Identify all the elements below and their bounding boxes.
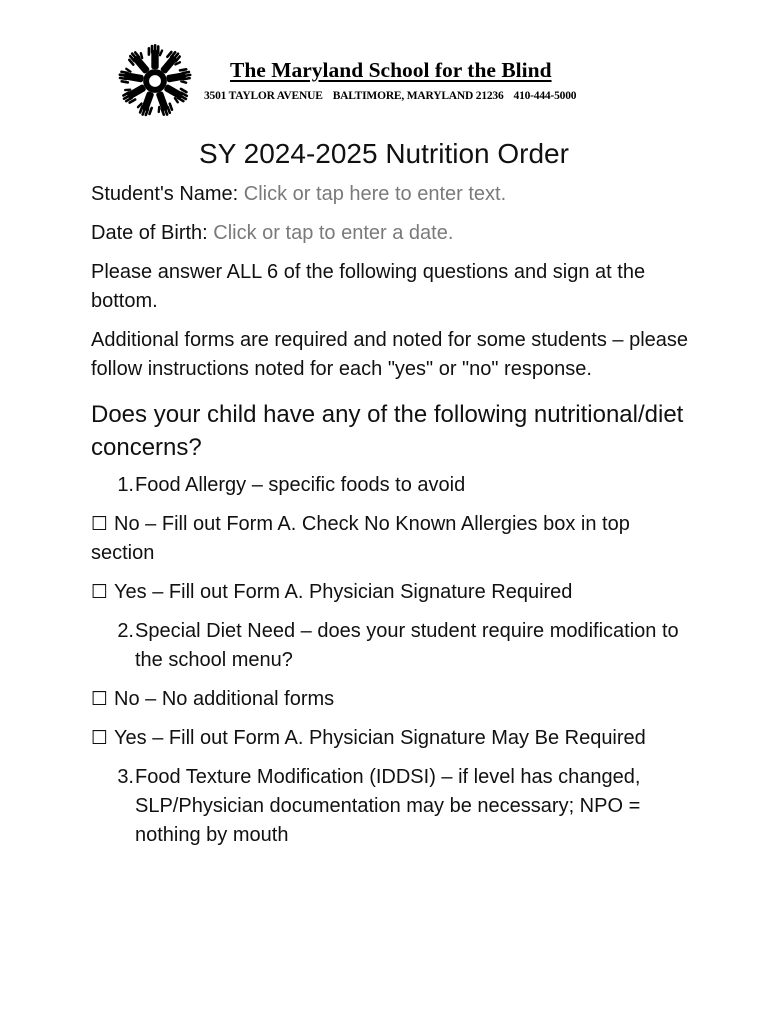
question-number: 3. — [117, 766, 134, 788]
q2-option-yes — [91, 724, 691, 753]
student-name-row — [91, 180, 691, 209]
checkbox-q1-yes[interactable]: ☐ — [91, 581, 109, 603]
address-city: BALTIMORE, MARYLAND 21236 — [332, 90, 504, 102]
form-title: SY 2024-2025 Nutrition Order — [199, 138, 569, 169]
letterhead — [118, 44, 618, 120]
dob-row — [91, 219, 691, 248]
question-text: Special Diet Need – does your student require modification to the school menu? — [135, 620, 679, 671]
checkbox-q2-no[interactable]: ☐ — [91, 688, 109, 710]
question-1 — [91, 471, 691, 500]
school-address — [204, 90, 576, 102]
dob-field[interactable]: Click or tap to enter a date. — [213, 222, 454, 244]
q2-option-no — [91, 685, 691, 714]
instruction-additional-forms: Additional forms are required and noted for some students – please follow instructions noted for each "yes" or "no" response. — [91, 329, 689, 380]
q1-option-no — [91, 510, 691, 568]
instruction-answer-all: Please answer ALL 6 of the following questions and sign at the bottom. — [91, 261, 646, 312]
question-text: Food Texture Modification (IDDSI) – if level has changed, SLP/Physician documentation may be necessary; NPO = nothing by mouth — [135, 766, 641, 846]
q1-option-yes — [91, 578, 691, 607]
address-street: 3501 TAYLOR AVENUE — [204, 90, 323, 102]
option-label: Yes – Fill out Form A. Physician Signature Required — [114, 581, 573, 603]
student-name-label: Student's Name: — [91, 183, 239, 205]
question-number: 2. — [117, 620, 134, 642]
checkbox-q2-yes[interactable]: ☐ — [91, 727, 109, 749]
hands-circle-logo-icon — [118, 44, 192, 118]
address-phone: 410-444-5000 — [513, 90, 577, 102]
question-3 — [91, 763, 691, 850]
question-number: 1. — [117, 474, 134, 496]
question-text: Food Allergy – specific foods to avoid — [135, 474, 466, 496]
school-name: The Maryland School for the Blind — [230, 58, 552, 82]
option-label: Yes – Fill out Form A. Physician Signature May Be Required — [114, 727, 646, 749]
concerns-heading: Does your child have any of the following nutritional/diet concerns? — [91, 401, 684, 461]
student-name-field[interactable]: Click or tap here to enter text. — [243, 183, 507, 205]
option-label: No – Fill out Form A. Check No Known Allergies box in top section — [91, 513, 630, 564]
dob-label: Date of Birth: — [91, 222, 208, 244]
form-content — [91, 136, 691, 860]
question-2 — [91, 617, 691, 675]
option-label: No – No additional forms — [114, 688, 335, 710]
checkbox-q1-no[interactable]: ☐ — [91, 513, 109, 535]
